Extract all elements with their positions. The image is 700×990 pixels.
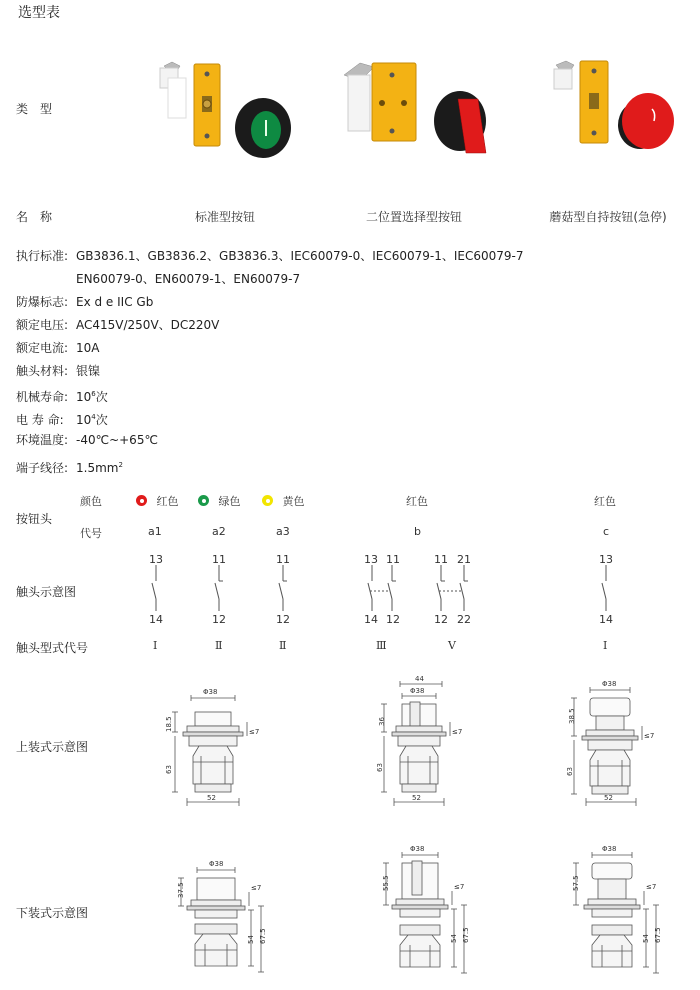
dim-mush-bottom-h1: 57.5 bbox=[572, 875, 580, 891]
spec-value: 银镍 bbox=[76, 364, 101, 378]
dim-std-bottom-h2: 54 bbox=[247, 935, 255, 944]
contact-a2-top: 11 bbox=[212, 553, 226, 566]
button-head-code-label: 代号 bbox=[80, 527, 102, 540]
spec-suffix: 次 bbox=[95, 390, 108, 404]
green-dot-icon bbox=[198, 495, 209, 506]
contact-a1-top: 13 bbox=[149, 553, 163, 566]
color-green: 绿色 bbox=[198, 493, 241, 509]
spec-row-standard-2 bbox=[16, 271, 300, 287]
spec-row-temperature bbox=[16, 432, 158, 448]
dim-mush-bottom-h3: 67.5 bbox=[654, 927, 662, 943]
spec-value: AC415V/250V、DC220V bbox=[76, 318, 220, 332]
spec-key: 电 寿 命: bbox=[16, 413, 64, 427]
contact-b2-bottom: 12 bbox=[386, 613, 400, 625]
label-top-mount: 上装式示意图 bbox=[16, 740, 89, 754]
contact-c-bottom: 14 bbox=[599, 613, 613, 625]
contact-code-a1: Ⅰ bbox=[153, 639, 158, 652]
dim-sel-bottom-h2: 54 bbox=[450, 934, 458, 943]
button-head-color-label: 颜色 bbox=[80, 495, 102, 508]
top-mount-standard-drawing bbox=[165, 676, 275, 811]
bottom-mount-selector-drawing bbox=[360, 845, 475, 980]
spec-row-voltage bbox=[16, 317, 219, 333]
color-c: 红色 bbox=[594, 495, 616, 508]
dim-mush-top-le: ≤7 bbox=[644, 732, 655, 740]
dim-sel-top-le: ≤7 bbox=[452, 728, 463, 736]
dim-mush-bottom-le: ≤7 bbox=[646, 883, 657, 891]
contact-a2-bottom: 12 bbox=[212, 613, 226, 625]
contact-a3-bottom: 12 bbox=[276, 613, 290, 625]
spec-key: 额定电压: bbox=[16, 318, 69, 332]
dim-mush-top-h2: 63 bbox=[566, 767, 574, 776]
spec-key: 触头材料: bbox=[16, 364, 69, 378]
dim-std-bottom-h3: 67.5 bbox=[259, 928, 267, 944]
code-a2: a2 bbox=[212, 525, 226, 538]
spec-exponent: 4 bbox=[91, 413, 96, 421]
spec-value: EN60079-0、EN60079-1、EN60079-7 bbox=[76, 272, 301, 286]
dim-mush-top-dia: Φ38 bbox=[602, 680, 617, 688]
contact-code-b1: Ⅲ bbox=[376, 639, 387, 652]
bottom-mount-standard-drawing bbox=[165, 848, 280, 978]
contact-c-top: 13 bbox=[599, 553, 613, 566]
label-type: 类 型 bbox=[16, 102, 53, 116]
page-title: 选型表 bbox=[18, 5, 60, 21]
dim-std-bottom-h1: 37.5 bbox=[177, 882, 185, 898]
code-a3: a3 bbox=[276, 525, 290, 538]
spec-value: 1.5mm bbox=[76, 461, 119, 475]
bottom-mount-mushroom-drawing bbox=[556, 845, 671, 980]
contact-code-c: Ⅰ bbox=[603, 639, 608, 652]
spec-row-standard bbox=[16, 248, 523, 264]
product-name-mushroom: 蘑菇型自持按钮(急停) bbox=[549, 210, 667, 224]
dim-std-top-h1: 18.5 bbox=[165, 716, 173, 732]
dim-std-bottom-le: ≤7 bbox=[251, 884, 262, 892]
dim-sel-top-dia: Φ38 bbox=[410, 687, 425, 695]
dim-std-top-w: 52 bbox=[207, 794, 216, 802]
dim-sel-top-h2: 63 bbox=[376, 763, 384, 772]
spec-row-wire-size bbox=[16, 457, 123, 476]
contact-b1-bottom: 14 bbox=[364, 613, 378, 625]
contact-b3-top: 11 bbox=[434, 553, 448, 566]
spec-key: 端子线径: bbox=[16, 461, 69, 475]
spec-key: 防爆标志: bbox=[16, 295, 69, 309]
spec-row-ex-marking bbox=[16, 294, 153, 310]
spec-key: 执行标准: bbox=[16, 249, 69, 263]
color-yellow: 黄色 bbox=[262, 493, 305, 509]
contact-b4-top: 21 bbox=[457, 553, 471, 566]
dim-sel-bottom-h3: 67.5 bbox=[462, 927, 470, 943]
spec-key: 机械寿命: bbox=[16, 390, 69, 404]
spec-suffix: 次 bbox=[95, 413, 108, 427]
contact-code-a3: Ⅱ bbox=[279, 639, 287, 652]
spec-key: 环境温度: bbox=[16, 433, 69, 447]
dim-sel-bottom-le: ≤7 bbox=[454, 883, 465, 891]
dim-mush-bottom-h2: 54 bbox=[642, 934, 650, 943]
product-name-standard: 标准型按钮 bbox=[194, 210, 255, 224]
spec-row-contact-material bbox=[16, 363, 100, 379]
contact-diagrams bbox=[130, 553, 650, 625]
dim-sel-top-w-top: 44 bbox=[415, 675, 424, 683]
contact-a3-top: 11 bbox=[276, 553, 290, 566]
contact-a1-bottom: 14 bbox=[149, 613, 163, 625]
contact-b4-bottom: 22 bbox=[457, 613, 471, 625]
dim-mush-top-w: 52 bbox=[604, 794, 613, 802]
spec-exponent: 2 bbox=[118, 461, 123, 469]
product-name-selector: 二位置选择型按钮 bbox=[365, 210, 462, 224]
dim-std-top-le: ≤7 bbox=[249, 728, 260, 736]
dim-sel-bottom-dia: Φ38 bbox=[410, 845, 425, 853]
code-b: b bbox=[414, 525, 421, 538]
top-mount-selector-drawing bbox=[360, 672, 475, 812]
color-red: 红色 bbox=[136, 493, 179, 509]
spec-key: 额定电流: bbox=[16, 341, 69, 355]
code-c: c bbox=[603, 525, 610, 538]
dim-sel-top-h1: 36 bbox=[378, 717, 386, 726]
flush-pushbutton-green-icon bbox=[150, 58, 300, 158]
label-contact-code: 触头型式代号 bbox=[16, 641, 89, 655]
contact-b1-top: 13 bbox=[364, 553, 378, 566]
yellow-dot-icon bbox=[262, 495, 273, 506]
mushroom-emergency-stop-icon bbox=[548, 55, 678, 155]
contact-code-a2: Ⅱ bbox=[215, 639, 223, 652]
dim-mush-top-h1: 38.5 bbox=[568, 708, 576, 724]
spec-row-current bbox=[16, 340, 99, 356]
spec-value: 10A bbox=[76, 341, 100, 355]
dim-std-top-h2: 63 bbox=[165, 765, 173, 774]
dim-std-bottom-dia: Φ38 bbox=[209, 860, 224, 868]
spec-value: -40℃~+65℃ bbox=[76, 433, 158, 447]
contact-b2-top: 11 bbox=[386, 553, 400, 566]
color-b: 红色 bbox=[406, 495, 428, 508]
spec-value: 10 bbox=[76, 413, 92, 427]
label-button-head: 按钮头 bbox=[16, 512, 53, 526]
contact-b3-bottom: 12 bbox=[434, 613, 448, 625]
selector-switch-red-icon bbox=[340, 55, 510, 155]
top-mount-mushroom-drawing bbox=[556, 676, 666, 811]
dim-sel-bottom-h1: 55.5 bbox=[382, 875, 390, 891]
label-name: 名 称 bbox=[16, 210, 53, 224]
spec-value: 10 bbox=[76, 390, 92, 404]
spec-value: Ex d e IIC Gb bbox=[76, 295, 154, 309]
label-contact-diagram: 触头示意图 bbox=[16, 585, 77, 599]
spec-row-elec-life bbox=[16, 409, 108, 428]
label-bottom-mount: 下装式示意图 bbox=[16, 906, 89, 920]
spec-value: GB3836.1、GB3836.2、GB3836.3、IEC60079-0、IEC60079-1、IEC60079-7 bbox=[76, 249, 524, 263]
spec-row-mech-life bbox=[16, 386, 108, 405]
dim-mush-bottom-dia: Φ38 bbox=[602, 845, 617, 853]
red-dot-icon bbox=[136, 495, 147, 506]
code-a1: a1 bbox=[148, 525, 162, 538]
contact-code-b2: Ⅴ bbox=[448, 639, 456, 652]
dim-std-top-dia: Φ38 bbox=[203, 688, 218, 696]
spec-exponent: 6 bbox=[91, 390, 96, 398]
dim-sel-top-w: 52 bbox=[412, 794, 421, 802]
